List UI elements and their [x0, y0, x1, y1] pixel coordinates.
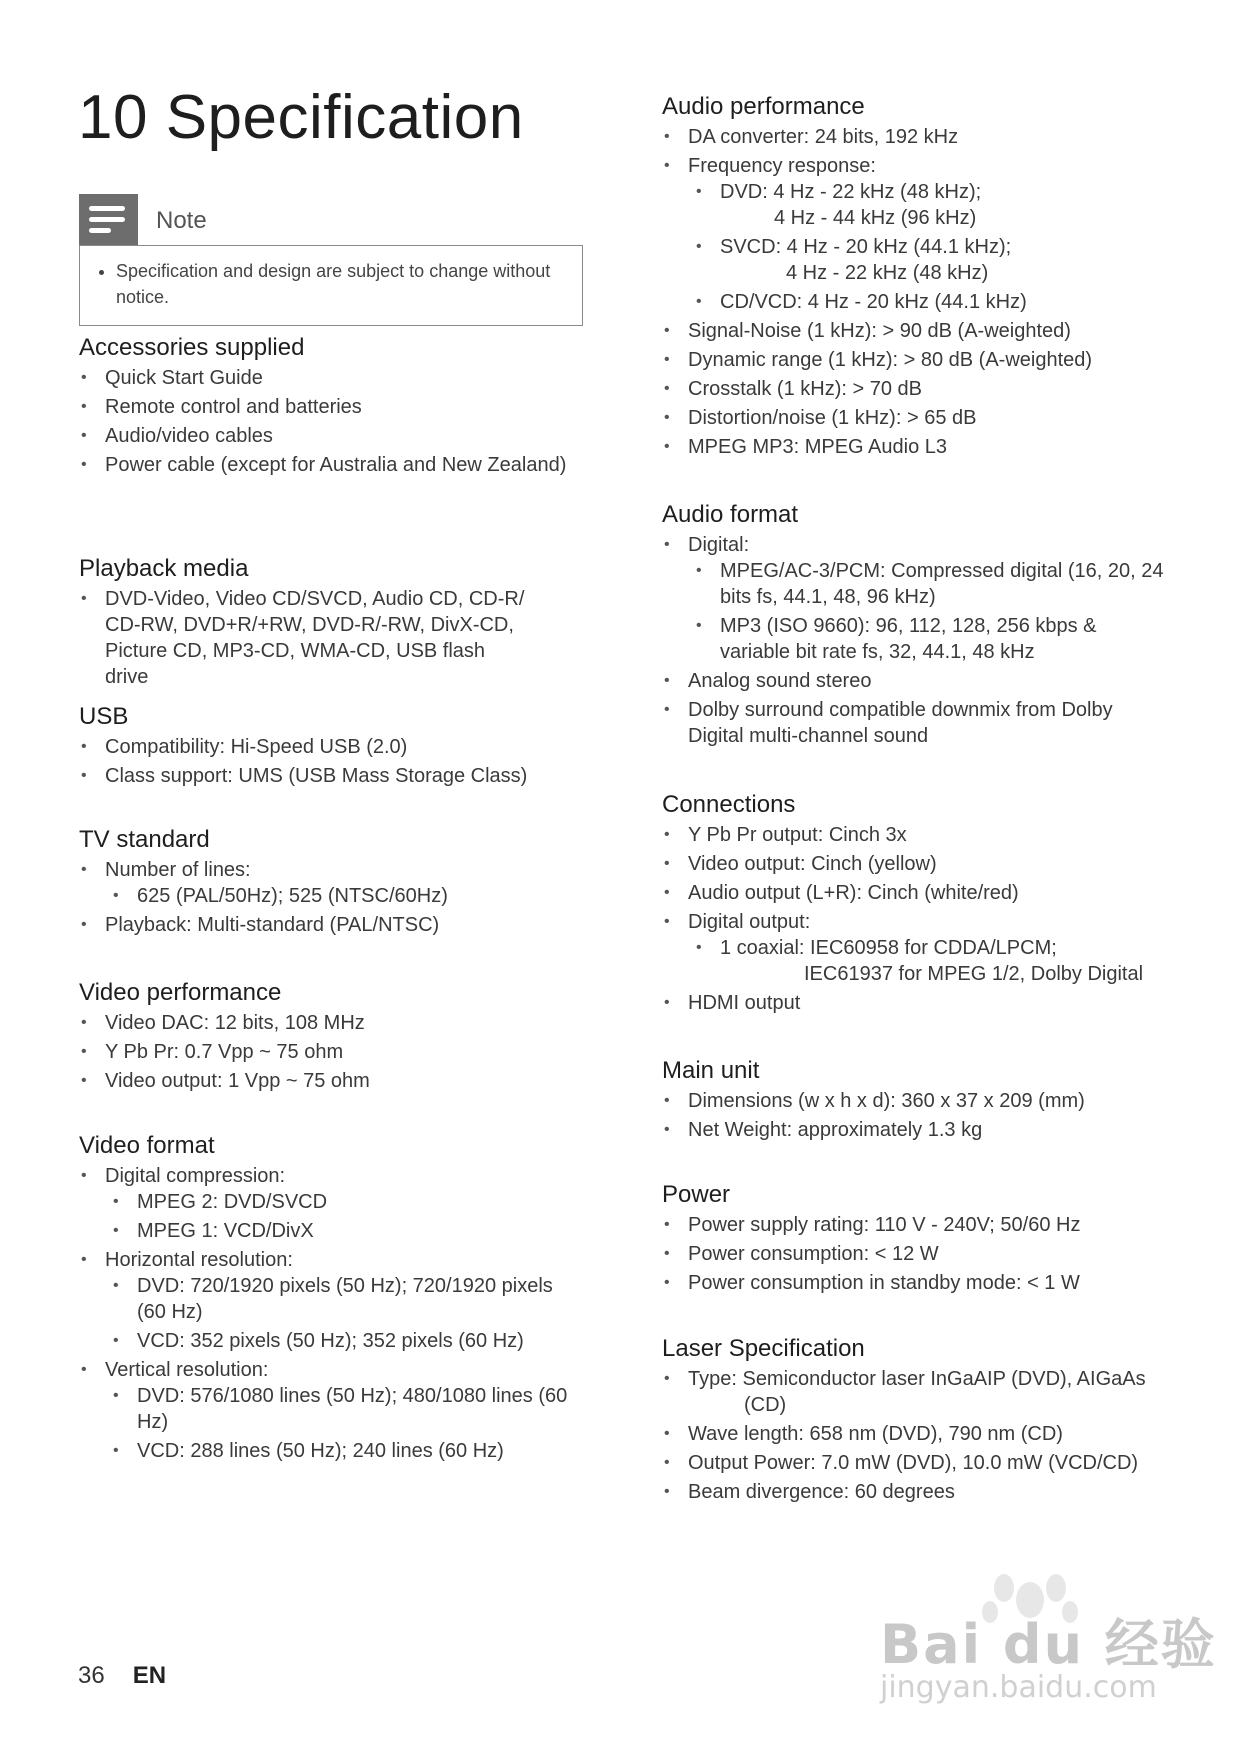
list-item: • Digital: • MPEG/AC-3/PCM: Compressed digital (16, 20, 24 bits fs, 44.1, 48, 96 kHz) • MP3 (ISO 9660): 96, 112, 128, 256 kbps & variable bit rate fs, 32, 44.1, 48 kHz: [688, 532, 1172, 665]
list-item: • Power cable (except for Australia and New Zealand): [105, 452, 599, 478]
list-item: • Video DAC: 12 bits, 108 MHz: [105, 1010, 599, 1036]
note-heading: Note: [156, 207, 207, 234]
list-item: • Type: Semiconductor laser InGaAIP (DVD), AIGaAs (CD): [688, 1366, 1182, 1418]
list-item: • Power consumption: < 12 W: [688, 1241, 1182, 1267]
section-power: [662, 1180, 1182, 1299]
watermark-brand: Bai du 经验: [880, 1613, 1217, 1676]
sub-item: • MPEG/AC-3/PCM: Compressed digital (16, 20, 24 bits fs, 44.1, 48, 96 kHz): [720, 558, 1172, 610]
list-item: • Playback: Multi-standard (PAL/NTSC): [105, 912, 599, 938]
list-item: • Compatibility: Hi-Speed USB (2.0): [105, 734, 599, 760]
list-item: • HDMI output: [688, 990, 1182, 1016]
list-item: • MPEG MP3: MPEG Audio L3: [688, 434, 1182, 460]
section-heading: USB: [79, 703, 129, 730]
list-item: • Number of lines: • 625 (PAL/50Hz); 525 (NTSC/60Hz): [105, 857, 599, 909]
sub-item: • DVD: 4 Hz - 22 kHz (48 kHz); 4 Hz - 44 kHz (96 kHz): [720, 179, 1182, 231]
section-main-unit: [662, 1056, 1182, 1146]
section-heading: Connections: [662, 791, 796, 818]
note-box: [79, 194, 583, 326]
list-item: • Remote control and batteries: [105, 394, 599, 420]
section-tv-standard: [79, 825, 599, 941]
note-item: • Specification and design are subject to change without notice.: [116, 258, 562, 310]
list-item: • Audio/video cables: [105, 423, 599, 449]
list-item: • Power supply rating: 110 V - 240V; 50/60 Hz: [688, 1212, 1182, 1238]
section-heading: Audio performance: [662, 93, 865, 120]
sub-item: • DVD: 720/1920 pixels (50 Hz); 720/1920 pixels (60 Hz): [137, 1273, 579, 1325]
section-accessories: [79, 333, 599, 481]
list-item: • Digital compression: • MPEG 2: DVD/SVCD • MPEG 1: VCD/DivX: [105, 1163, 579, 1244]
list-item: • Dolby surround compatible downmix from Dolby Digital multi-channel sound: [688, 697, 1172, 749]
list-item: • Output Power: 7.0 mW (DVD), 10.0 mW (VCD/CD): [688, 1450, 1182, 1476]
page-footer: [78, 1662, 166, 1690]
section-heading: TV standard: [79, 826, 210, 853]
list-item: • Analog sound stereo: [688, 668, 1172, 694]
section-heading: Video performance: [79, 979, 282, 1006]
section-heading: Laser Specification: [662, 1335, 865, 1362]
sub-item: • MPEG 2: DVD/SVCD: [137, 1189, 579, 1215]
watermark-url: jingyan.baidu.com: [880, 1670, 1157, 1705]
section-usb: [79, 702, 599, 792]
list-item: • Signal-Noise (1 kHz): > 90 dB (A-weighted): [688, 318, 1182, 344]
list-item: • Video output: Cinch (yellow): [688, 851, 1182, 877]
page-title: 10 Specification: [78, 83, 524, 152]
page-number: 36: [78, 1662, 105, 1689]
list-item: • Frequency response: • DVD: 4 Hz - 22 kHz (48 kHz); 4 Hz - 44 kHz (96 kHz) • SVCD: 4 Hz - 20 kHz (44.1 kHz); 4 Hz - 22 kHz (48 kHz) • CD/VCD: 4 Hz - 20 kHz (44.1 kHz): [688, 153, 1182, 315]
list-item: • Power consumption in standby mode: < 1 W: [688, 1270, 1182, 1296]
section-video-format: [79, 1131, 579, 1467]
list-item: • Horizontal resolution: • DVD: 720/1920 pixels (50 Hz); 720/1920 pixels (60 Hz) • VCD: 352 pixels (50 Hz); 352 pixels (60 Hz): [105, 1247, 579, 1354]
sub-item: • VCD: 288 lines (50 Hz); 240 lines (60 Hz): [137, 1438, 579, 1464]
list-item: • DA converter: 24 bits, 192 kHz: [688, 124, 1182, 150]
sub-item: • DVD: 576/1080 lines (50 Hz); 480/1080 lines (60 Hz): [137, 1383, 579, 1435]
language-code: EN: [132, 1662, 167, 1689]
list-item: • Wave length: 658 nm (DVD), 790 nm (CD): [688, 1421, 1182, 1447]
list-item: • Digital output: • 1 coaxial: IEC60958 for CDDA/LPCM; IEC61937 for MPEG 1/2, Dolby Digital: [688, 909, 1182, 987]
list-item: • Class support: UMS (USB Mass Storage Class): [105, 763, 599, 789]
section-heading: Audio format: [662, 501, 799, 528]
list-item: • Distortion/noise (1 kHz): > 65 dB: [688, 405, 1182, 431]
note-icon: [79, 194, 138, 245]
sub-item: • VCD: 352 pixels (50 Hz); 352 pixels (60 Hz): [137, 1328, 579, 1354]
list-item: • Audio output (L+R): Cinch (white/red): [688, 880, 1182, 906]
list-item: • Crosstalk (1 kHz): > 70 dB: [688, 376, 1182, 402]
section-heading: Power: [662, 1181, 731, 1208]
section-heading: Playback media: [79, 555, 249, 582]
section-audio-performance: [662, 92, 1182, 463]
note-body: [79, 245, 583, 326]
list-item: • Quick Start Guide: [105, 365, 599, 391]
list-item: • Video output: 1 Vpp ~ 75 ohm: [105, 1068, 599, 1094]
section-heading: Video format: [79, 1132, 215, 1159]
sub-item: • 1 coaxial: IEC60958 for CDDA/LPCM; IEC61937 for MPEG 1/2, Dolby Digital: [720, 935, 1182, 987]
list-item: • Y Pb Pr: 0.7 Vpp ~ 75 ohm: [105, 1039, 599, 1065]
section-connections: [662, 790, 1182, 1019]
list-item: • Vertical resolution: • DVD: 576/1080 lines (50 Hz); 480/1080 lines (60 Hz) • VCD: 288 lines (50 Hz); 240 lines (60 Hz): [105, 1357, 579, 1464]
list-item: • Beam divergence: 60 degrees: [688, 1479, 1182, 1505]
list-item: • Dynamic range (1 kHz): > 80 dB (A-weighted): [688, 347, 1182, 373]
section-laser: [662, 1334, 1182, 1508]
list-item: • Net Weight: approximately 1.3 kg: [688, 1117, 1182, 1143]
list-item: • DVD-Video, Video CD/SVCD, Audio CD, CD-R/ CD-RW, DVD+R/+RW, DVD-R/-RW, DivX-CD, Picture CD, MP3-CD, WMA-CD, USB flash drive: [105, 586, 549, 690]
list-item: • Y Pb Pr output: Cinch 3x: [688, 822, 1182, 848]
sub-item: • MPEG 1: VCD/DivX: [137, 1218, 579, 1244]
section-audio-format: [662, 500, 1172, 752]
sub-item: • CD/VCD: 4 Hz - 20 kHz (44.1 kHz): [720, 289, 1182, 315]
sub-item: • 625 (PAL/50Hz); 525 (NTSC/60Hz): [137, 883, 599, 909]
section-heading: Accessories supplied: [79, 334, 305, 361]
sub-item: • MP3 (ISO 9660): 96, 112, 128, 256 kbps & variable bit rate fs, 32, 44.1, 48 kHz: [720, 613, 1172, 665]
list-item: • Dimensions (w x h x d): 360 x 37 x 209 (mm): [688, 1088, 1182, 1114]
section-video-performance: [79, 978, 599, 1097]
section-heading: Main unit: [662, 1057, 760, 1084]
section-playback: [79, 554, 549, 693]
sub-item: • SVCD: 4 Hz - 20 kHz (44.1 kHz); 4 Hz - 22 kHz (48 kHz): [720, 234, 1182, 286]
